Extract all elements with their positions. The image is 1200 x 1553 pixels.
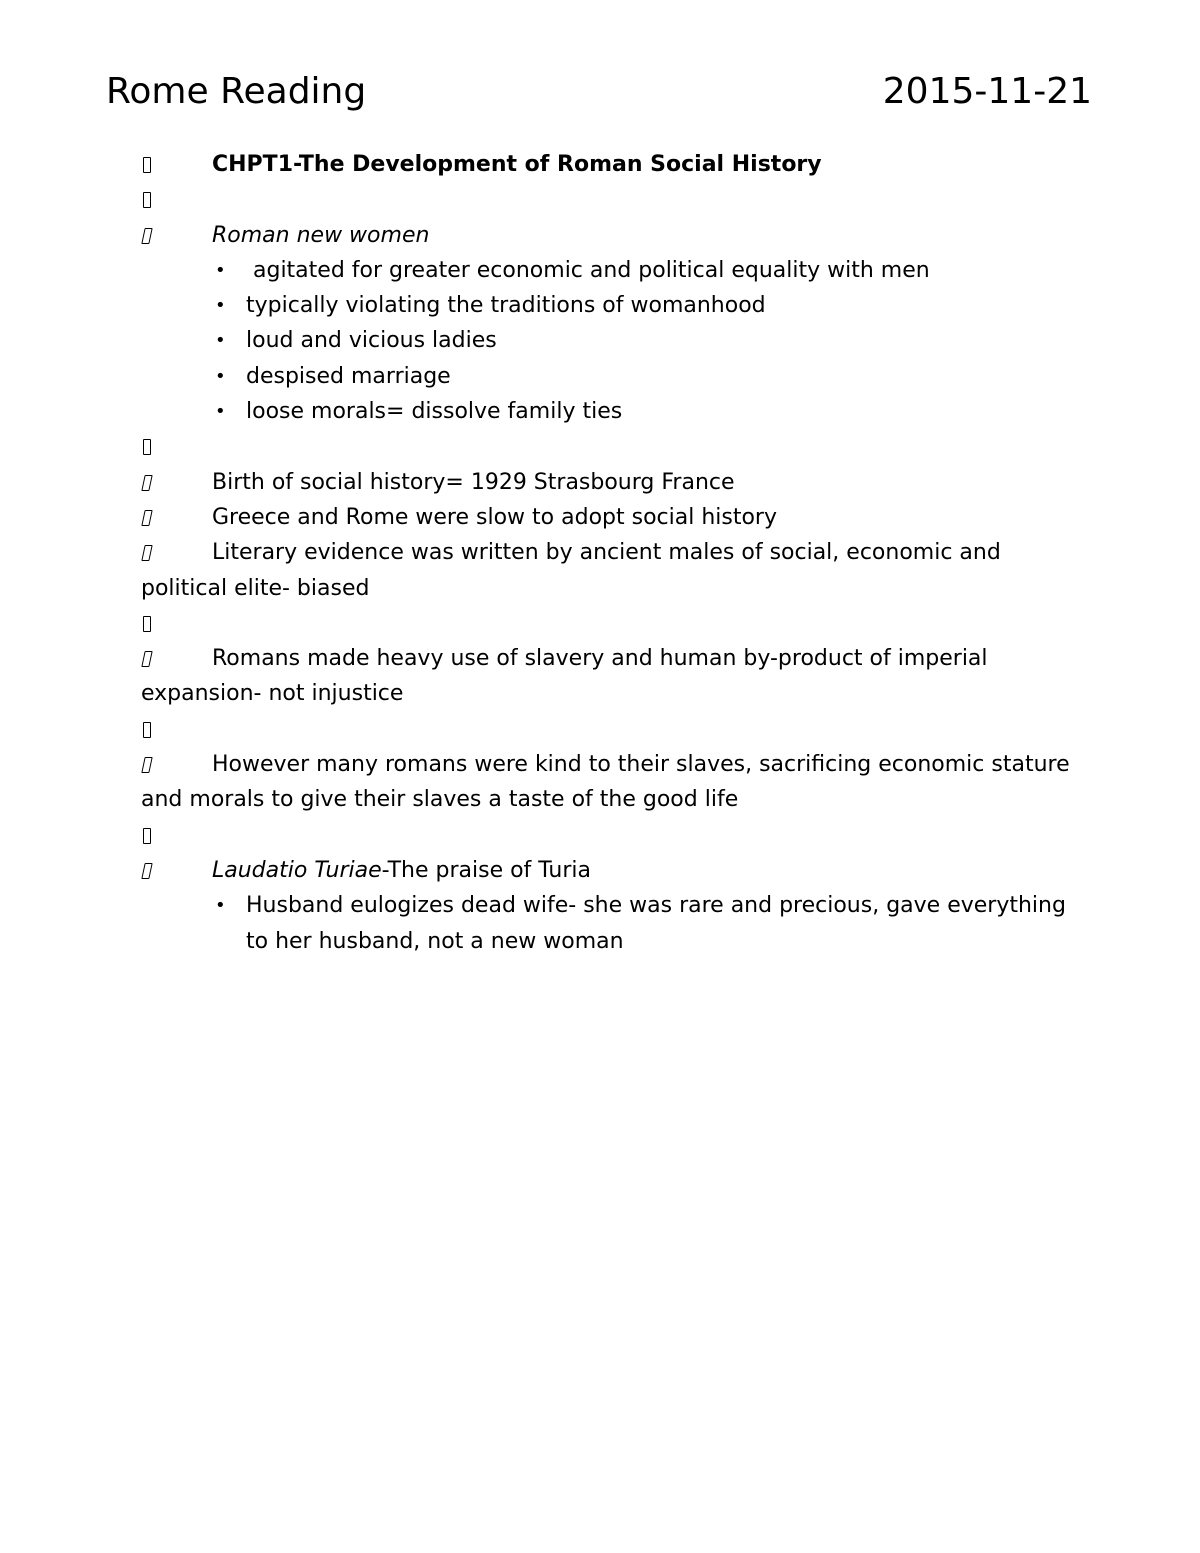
note-line	[141, 147, 1081, 182]
note-text: Literary evidence was written by ancient males of social, economic and political elite- biased	[141, 540, 1001, 601]
list-item-text: loud and vicious ladies	[246, 328, 497, 354]
placeholder-glyph-icon	[141, 228, 152, 244]
list-item	[215, 323, 1081, 358]
notes-body	[141, 147, 1081, 959]
note-line	[141, 535, 1081, 606]
new-women-list	[141, 253, 1081, 429]
page-title: Rome Reading	[106, 71, 367, 112]
placeholder-glyph-icon	[143, 828, 151, 844]
list-item	[215, 359, 1081, 394]
placeholder-glyph-icon	[141, 545, 152, 561]
bullet-icon: •	[215, 259, 226, 281]
bullet-icon: •	[215, 895, 226, 917]
note-line	[141, 747, 1081, 818]
placeholder-glyph-icon	[143, 157, 151, 173]
note-line	[141, 465, 1081, 500]
placeholder-glyph-icon	[141, 475, 152, 491]
note-line	[141, 500, 1081, 535]
note-text: Romans made heavy use of slavery and human by-product of imperial expansion- not injustice	[141, 646, 988, 707]
laudatio-list	[141, 888, 1081, 959]
list-item-text: loose morals= dissolve family ties	[246, 399, 623, 425]
laudatio-title: Laudatio Turiae	[212, 857, 382, 883]
note-text: Greece and Rome were slow to adopt social history	[212, 504, 777, 530]
placeholder-glyph-icon	[141, 510, 152, 526]
blank-note-line	[141, 606, 1081, 641]
laudatio-subtitle: -The praise of Turia	[381, 857, 591, 883]
placeholder-glyph-icon	[143, 722, 151, 738]
placeholder-glyph-icon	[141, 651, 152, 667]
note-text: Birth of social history= 1929 Strasbourg France	[212, 469, 735, 495]
blank-note-line	[141, 429, 1081, 464]
placeholder-glyph-icon	[143, 192, 151, 208]
list-item	[215, 394, 1081, 429]
note-line	[141, 218, 1081, 253]
list-item-text: typically violating the traditions of womanhood	[246, 293, 766, 319]
list-item-text: agitated for greater economic and political equality with men	[246, 257, 930, 283]
note-text: However many romans were kind to their slaves, sacrificing economic stature and morals to give their slaves a taste of the good life	[141, 752, 1070, 813]
bullet-icon: •	[215, 330, 226, 352]
bullet-icon: •	[215, 401, 226, 423]
note-line	[141, 641, 1081, 712]
blank-note-line	[141, 712, 1081, 747]
page-date: 2015-11-21	[882, 71, 1092, 112]
blank-note-line	[141, 182, 1081, 217]
list-item	[215, 888, 1081, 959]
list-item	[215, 288, 1081, 323]
list-item-text: despised marriage	[246, 363, 451, 389]
note-line	[141, 853, 1081, 888]
placeholder-glyph-icon	[141, 863, 152, 879]
bullet-icon: •	[215, 365, 226, 387]
list-item	[215, 253, 1081, 288]
placeholder-glyph-icon	[141, 757, 152, 773]
placeholder-glyph-icon	[143, 616, 151, 632]
placeholder-glyph-icon	[143, 439, 151, 455]
blank-note-line	[141, 818, 1081, 853]
chapter-heading: CHPT1-The Development of Roman Social History	[212, 152, 822, 177]
list-item-text: Husband eulogizes dead wife- she was rare and precious, gave everything to her husband, not a new woman	[246, 893, 1066, 954]
topic-new-women: Roman new women	[212, 222, 430, 248]
bullet-icon: •	[215, 295, 226, 317]
page-header	[106, 70, 1092, 118]
